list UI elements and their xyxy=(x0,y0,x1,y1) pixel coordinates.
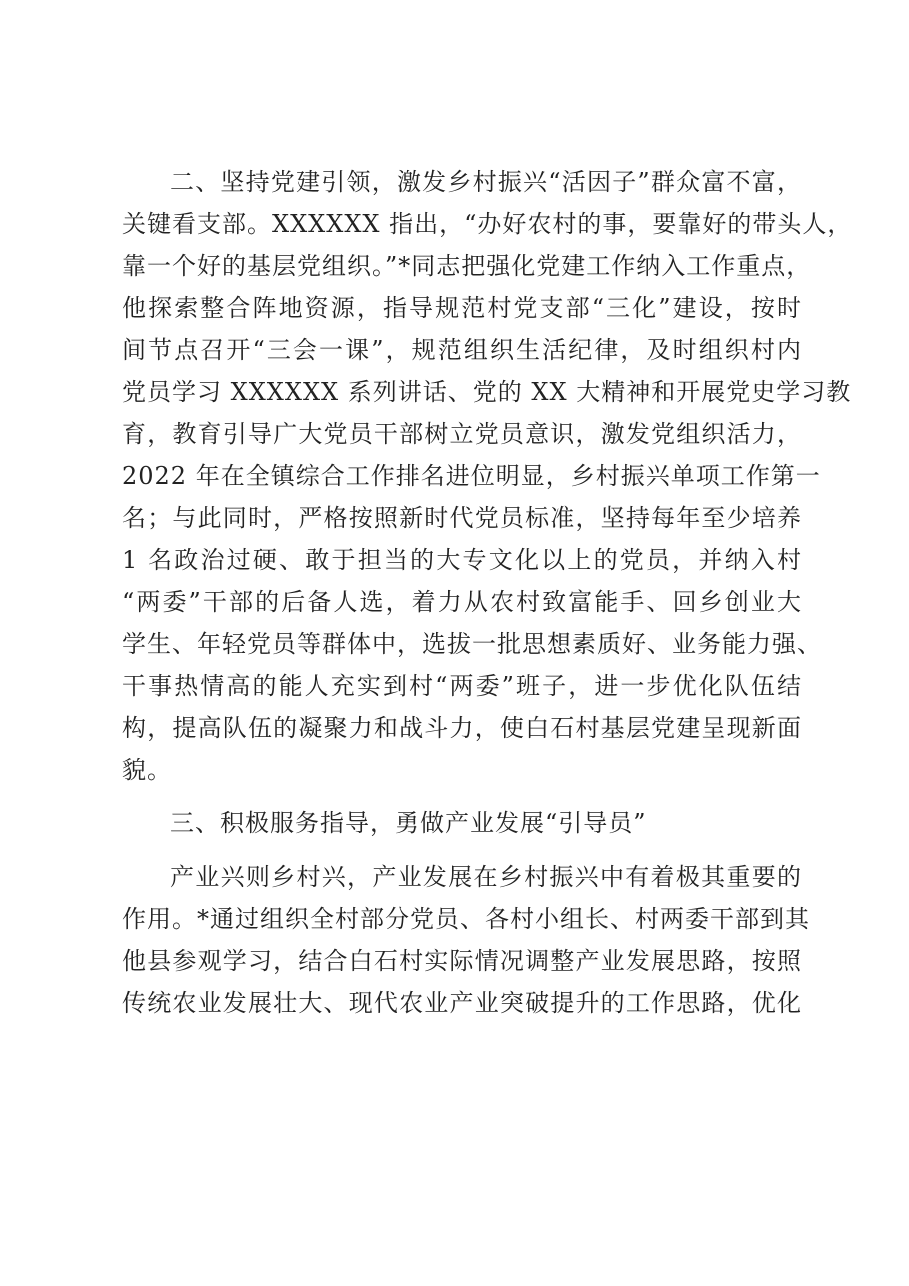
section2-line-12: 学生、年轻党员等群体中，选拔一批思想素质好、业务能力强、 xyxy=(122,630,822,658)
section2-line-6: 党员学习 XXXXXX 系列讲话、党的 XX 大精神和开展党史学习教 xyxy=(122,378,852,406)
section3-line-4: 传统农业发展壮大、现代农业产业突破提升的工作思路，优化 xyxy=(122,989,802,1017)
section2-line-1: 二、坚持党建引领，激发乡村振兴“活因子”群众富不富， xyxy=(170,168,802,196)
section3-line-1: 产业兴则乡村兴，产业发展在乡村振兴中有着极其重要的 xyxy=(170,863,802,891)
section2-line-8: 2022 年在全镇综合工作排名进位明显，乡村振兴单项工作第一 xyxy=(122,462,821,490)
section2-line-3: 靠一个好的基层党组织。”*同志把强化党建工作纳入工作重点， xyxy=(122,252,812,280)
section2-line-9: 名；与此同时，严格按照新时代党员标准，坚持每年至少培养 xyxy=(122,504,802,532)
section2-line-4: 他探索整合阵地资源，指导规范村党支部“三化”建设，按时 xyxy=(122,294,802,322)
section2-line-5: 间节点召开“三会一课”，规范组织生活纪律，及时组织村内 xyxy=(122,336,802,364)
section2-line-13: 干事热情高的能人充实到村“两委”班子，进一步优化队伍结 xyxy=(122,672,802,700)
section3-heading: 三、积极服务指导，勇做产业发展“引导员” xyxy=(170,809,647,837)
section3-line-3: 他县参观学习，结合白石村实际情况调整产业发展思路，按照 xyxy=(122,947,802,975)
section2-line-14: 构，提高队伍的凝聚力和战斗力，使白石村基层党建呈现新面 xyxy=(122,714,802,742)
section2-line-2: 关键看支部。XXXXXX 指出，“办好农村的事，要靠好的带头人， xyxy=(122,210,853,238)
section2-line-10: 1 名政治过硬、敢于担当的大专文化以上的党员，并纳入村 xyxy=(122,546,802,574)
section3-line-2: 作用。*通过组织全村部分党员、各村小组长、村两委干部到其 xyxy=(122,905,810,933)
section2-line-15: 貌。 xyxy=(122,756,172,784)
section2-line-11: “两委”干部的后备人选，着力从农村致富能手、回乡创业大 xyxy=(122,588,802,616)
section2-line-7: 育，教育引导广大党员干部树立党员意识，激发党组织活力， xyxy=(122,420,802,448)
